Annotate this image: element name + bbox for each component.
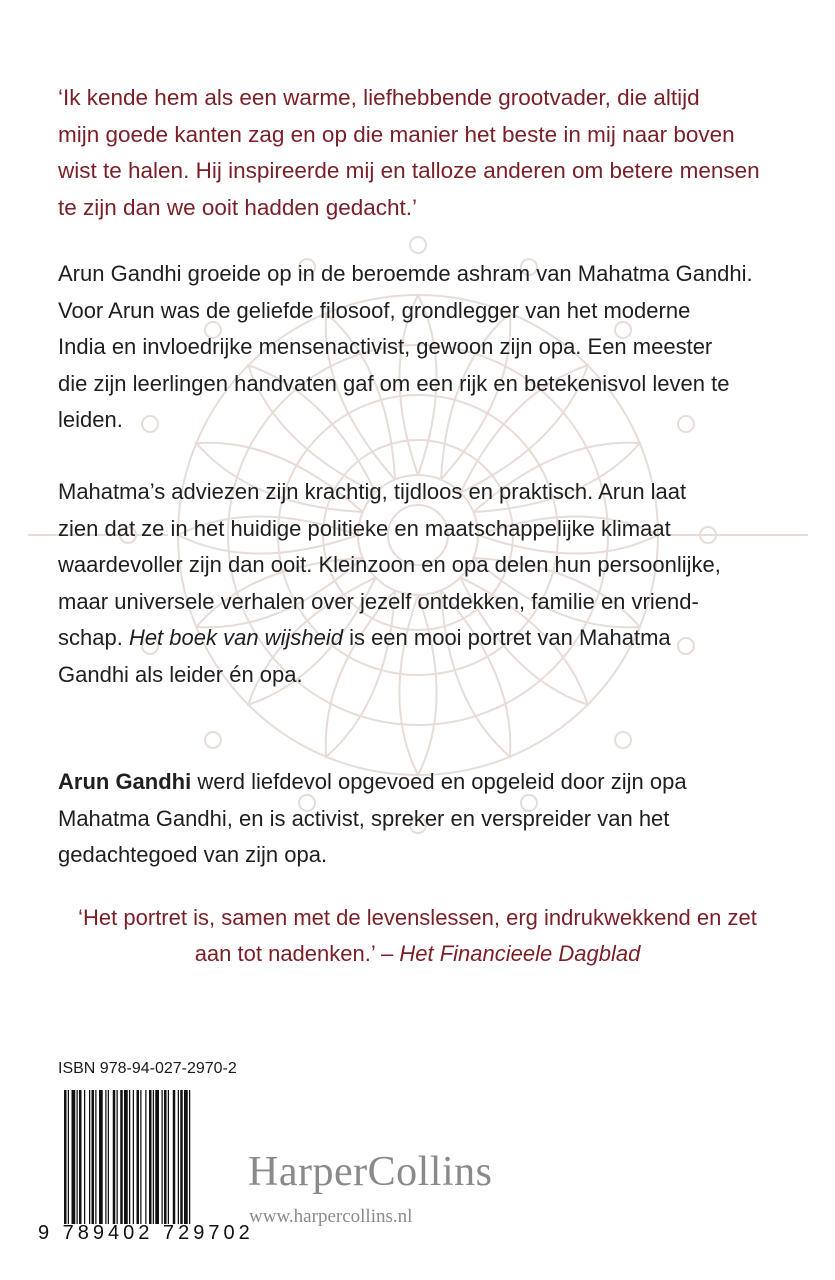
barcode-bar — [95, 1090, 96, 1224]
mandala-dot — [205, 732, 221, 748]
barcode-bar — [173, 1090, 176, 1224]
text-line — [58, 620, 788, 657]
barcode-bar — [117, 1090, 118, 1224]
barcode-digits: 9 789402 729702 — [38, 1222, 254, 1244]
barcode-bar — [105, 1090, 106, 1224]
barcode-bar — [72, 1090, 76, 1224]
text-line: waardevoller zijn dan ooit. Kleinzoon en opa delen hun persoonlijke, — [58, 552, 721, 577]
barcode — [64, 1090, 224, 1224]
barcode-bar — [164, 1090, 167, 1224]
press-review — [40, 900, 795, 972]
text-line: Voor Arun was de geliefde filosoof, grondlegger van het moderne — [58, 297, 691, 323]
barcode-bar — [84, 1090, 85, 1224]
book-title: Het boek van wijsheid — [128, 625, 343, 650]
barcode-bar — [153, 1090, 154, 1224]
barcode-bar — [184, 1090, 188, 1224]
text-fragment: werd liefdevol opgevoed en opgeleid door zijn opa — [191, 769, 687, 794]
barcode-bar — [149, 1090, 152, 1224]
author-bio — [58, 764, 788, 874]
text-line: Mahatma Gandhi, en is activist, spreker en verspreider van het — [58, 805, 670, 831]
text-line: India en invloedrijke mensenactivist, gewoon zijn opa. Een meester — [58, 334, 713, 359]
publisher-url: www.harpercollins.nl — [249, 1206, 413, 1227]
barcode-bar — [133, 1090, 134, 1224]
text-fragment: aan tot nadenken.’ – — [194, 941, 400, 966]
barcode-bar — [77, 1090, 78, 1224]
barcode-bar — [137, 1090, 140, 1224]
mandala-dot — [410, 237, 426, 253]
review-line: ‘Het portret is, samen met de levenslessen, erg indrukwekkend en zet — [78, 905, 757, 930]
barcode-bar — [178, 1090, 179, 1224]
quote-line: ‘Ik kende hem als een warme, liefhebbende grootvader, die altijd — [58, 85, 700, 110]
review-source: Het Financieele Dagblad — [399, 941, 641, 966]
barcode-bar — [162, 1090, 163, 1224]
barcode-bar — [64, 1090, 67, 1224]
barcode-bar — [120, 1090, 123, 1224]
advice-paragraph — [58, 474, 788, 693]
opening-quote — [58, 80, 788, 226]
barcode-bar — [145, 1090, 146, 1224]
quote-line: wist te halen. Hij inspireerde mij en talloze anderen om betere mensen — [58, 158, 760, 183]
mandala-dot — [615, 732, 631, 748]
barcode-bar — [168, 1090, 169, 1224]
barcode-bar — [89, 1090, 90, 1224]
text-line: zien dat ze in het huidige politieke en maatschappelijke klimaat — [58, 515, 671, 541]
text-line: Gandhi als leider én opa. — [58, 661, 303, 687]
author-name: Arun Gandhi — [58, 769, 192, 794]
intro-paragraph — [58, 256, 788, 439]
barcode-bar — [113, 1090, 116, 1224]
barcode-bar — [180, 1090, 183, 1224]
text-fragment: is een mooi portret van Mahatma — [342, 625, 671, 650]
text-line: maar universele verhalen over jezelf ontdekken, familie en vriend- — [58, 588, 699, 614]
quote-line: mijn goede kanten zag en op die manier het beste in mij naar boven — [58, 121, 735, 147]
review-line — [40, 936, 795, 972]
barcode-bar — [124, 1090, 128, 1224]
barcode-bar — [129, 1090, 130, 1224]
text-line — [58, 764, 788, 801]
text-line: Arun Gandhi groeide op in de beroemde ashram van Mahatma Gandhi. — [58, 261, 753, 286]
barcode-bar — [99, 1090, 103, 1224]
text-line: Mahatma’s adviezen zijn krachtig, tijdloos en praktisch. Arun laat — [58, 479, 687, 504]
isbn-label: ISBN 978-94-027-2970-2 — [58, 1060, 237, 1077]
barcode-bar — [108, 1090, 109, 1224]
text-fragment: schap. — [58, 625, 129, 650]
text-line: gedachtegoed van zijn opa. — [58, 842, 328, 867]
text-line: die zijn leerlingen handvaten gaf om een rijk en betekenisvol leven te — [58, 370, 730, 396]
barcode-bar — [68, 1090, 69, 1224]
publisher-logo: HarperCollins — [248, 1149, 493, 1195]
barcode-bar — [140, 1090, 141, 1224]
barcode-bar — [92, 1090, 95, 1224]
barcode-bar — [79, 1090, 82, 1224]
barcode-bar — [155, 1090, 159, 1224]
barcode-bar — [189, 1090, 190, 1224]
text-line: leiden. — [58, 407, 123, 432]
quote-line: te zijn dan we ooit hadden gedacht.’ — [58, 194, 418, 220]
